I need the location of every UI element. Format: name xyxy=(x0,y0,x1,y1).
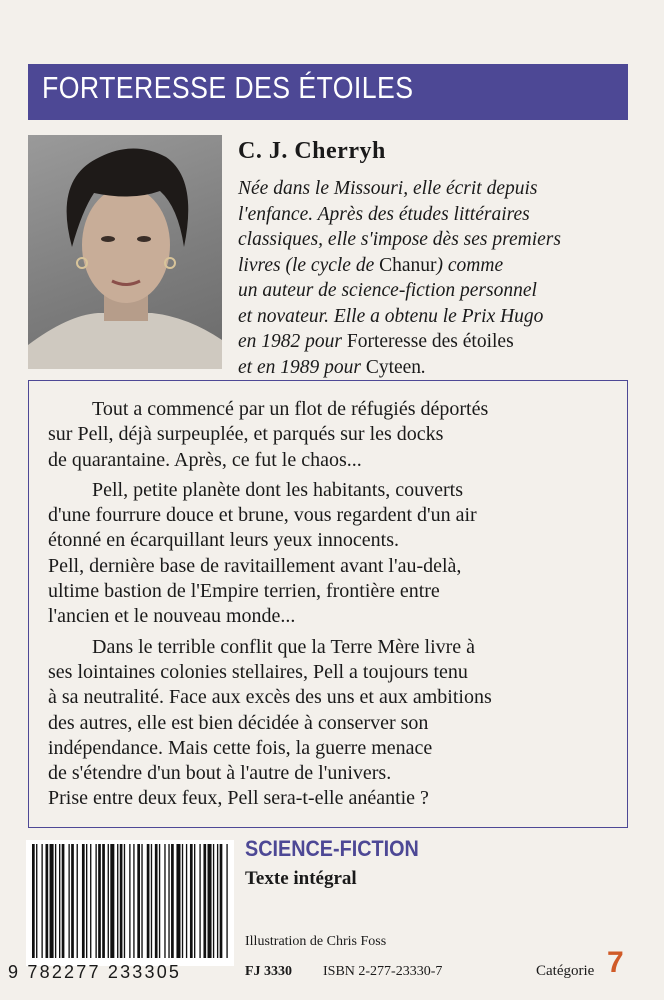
isbn: ISBN 2-277-23330-7 xyxy=(323,964,443,979)
barcode-bar xyxy=(213,844,214,958)
barcode-bar xyxy=(171,844,174,958)
barcode-bar xyxy=(186,844,187,958)
barcode-bar xyxy=(32,844,35,958)
barcode-bar xyxy=(147,844,150,958)
barcode-bar xyxy=(120,844,123,958)
barcode-bar xyxy=(190,844,193,958)
barcode-digits: 9 782277 233305 xyxy=(8,962,182,982)
barcode-bar xyxy=(220,844,223,958)
barcode-bar xyxy=(168,844,169,958)
barcode-bar xyxy=(95,844,96,958)
bio-line: livres (le cycle de Chanur) comme xyxy=(238,254,504,276)
book-title-mention: Cyteen xyxy=(365,356,422,378)
barcode-bar xyxy=(71,844,74,958)
bio-line: et en 1989 pour Cyteen. xyxy=(238,356,426,378)
barcode-bar xyxy=(129,844,130,958)
barcode-bar xyxy=(141,844,142,958)
bio-line: classiques, elle s'impose dès ses premiers xyxy=(238,229,561,250)
barcode-bar xyxy=(90,844,91,958)
barcode-bar xyxy=(108,844,109,958)
barcode-bar xyxy=(82,844,85,958)
barcode-bar xyxy=(110,844,114,958)
barcode-bar xyxy=(182,844,183,958)
barcode-bar xyxy=(164,844,165,958)
book-title: FORTERESSE DES ÉTOILES xyxy=(42,70,414,105)
barcode-bar xyxy=(155,844,158,958)
barcode-bar xyxy=(62,844,65,958)
barcode-bar xyxy=(41,844,42,958)
barcode-bar xyxy=(133,844,134,958)
author-portrait-graphic xyxy=(28,135,222,369)
bio-line: Née dans le Missouri, elle écrit depuis xyxy=(238,178,538,199)
edition-label: Texte intégral xyxy=(245,868,357,889)
barcode-bar xyxy=(203,844,206,958)
barcode-bar xyxy=(159,844,160,958)
series-title: Chanur xyxy=(379,254,437,276)
barcode-bar xyxy=(124,844,125,958)
synopsis-paragraph: Pell, petite planète dont les habitants, couverts d'une fourrure douce et brune, vous regardent d'un air étonné en écarquillant leurs yeux innocents. Pell, dernière base de ravitaillement avant l'au-delà, ultime bastion de l'Empire terrien, frontière entre l'ancien et le nouveau monde... xyxy=(48,478,477,628)
category-label: Catégorie xyxy=(536,963,595,979)
barcode-bars xyxy=(26,840,234,960)
catalog-code: FJ 3330 xyxy=(245,964,293,979)
genre-label: SCIENCE-FICTION xyxy=(245,836,419,861)
barcode-bar xyxy=(55,844,56,958)
illustration-credit: Illustration de Chris Foss xyxy=(245,934,387,949)
barcode-bar xyxy=(226,844,227,958)
barcode-bar xyxy=(102,844,105,958)
barcode-bar xyxy=(46,844,49,958)
title-band xyxy=(28,64,628,120)
author-name: C. J. Cherryh xyxy=(238,138,386,164)
barcode-bar xyxy=(77,844,78,958)
book-title-mention: Forteresse des étoiles xyxy=(346,331,514,352)
barcode-bar xyxy=(194,844,195,958)
barcode-bar xyxy=(36,844,37,958)
author-bio xyxy=(238,176,638,380)
barcode-bar xyxy=(117,844,118,958)
barcode-bar xyxy=(137,844,140,958)
synopsis-paragraph: Dans le terrible conflit que la Terre Mère livre à ses lointaines colonies stellaires, Pell a toujours tenu à sa neutralité. Face aux excès des uns et aux ambitions des autres, elle est bien décidée à conserver son indépendance. Mais cette fois, la guerre menace de s'étendre d'un bout à l'autre de l'univers. Prise entre deux feux, Pell sera-t-elle anéantie ? xyxy=(48,635,492,810)
synopsis-text xyxy=(48,397,608,817)
barcode-bar xyxy=(176,844,180,958)
barcode xyxy=(26,840,234,966)
barcode-bar xyxy=(86,844,87,958)
bio-line: en 1982 pour Forteresse des étoiles xyxy=(238,331,514,352)
bio-line: et novateur. Elle a obtenu le Prix Hugo xyxy=(238,305,544,327)
barcode-bar xyxy=(217,844,218,958)
author-photo xyxy=(28,135,222,369)
barcode-bar xyxy=(208,844,212,958)
synopsis-paragraph: Tout a commencé par un flot de réfugiés déportés sur Pell, déjà surpeuplée, et parqués sur les docks de quarantaine. Après, ce fut le chaos... xyxy=(48,398,489,471)
barcode-bar xyxy=(98,844,101,958)
barcode-bar xyxy=(68,844,69,958)
barcode-bar xyxy=(50,844,54,958)
bio-line: l'enfance. Après des études littéraires xyxy=(238,203,530,225)
barcode-bar xyxy=(151,844,152,958)
barcode-bar xyxy=(59,844,60,958)
bio-line: un auteur de science-fiction personnel xyxy=(238,280,537,301)
category-number: 7 xyxy=(607,946,624,979)
barcode-bar xyxy=(199,844,200,958)
